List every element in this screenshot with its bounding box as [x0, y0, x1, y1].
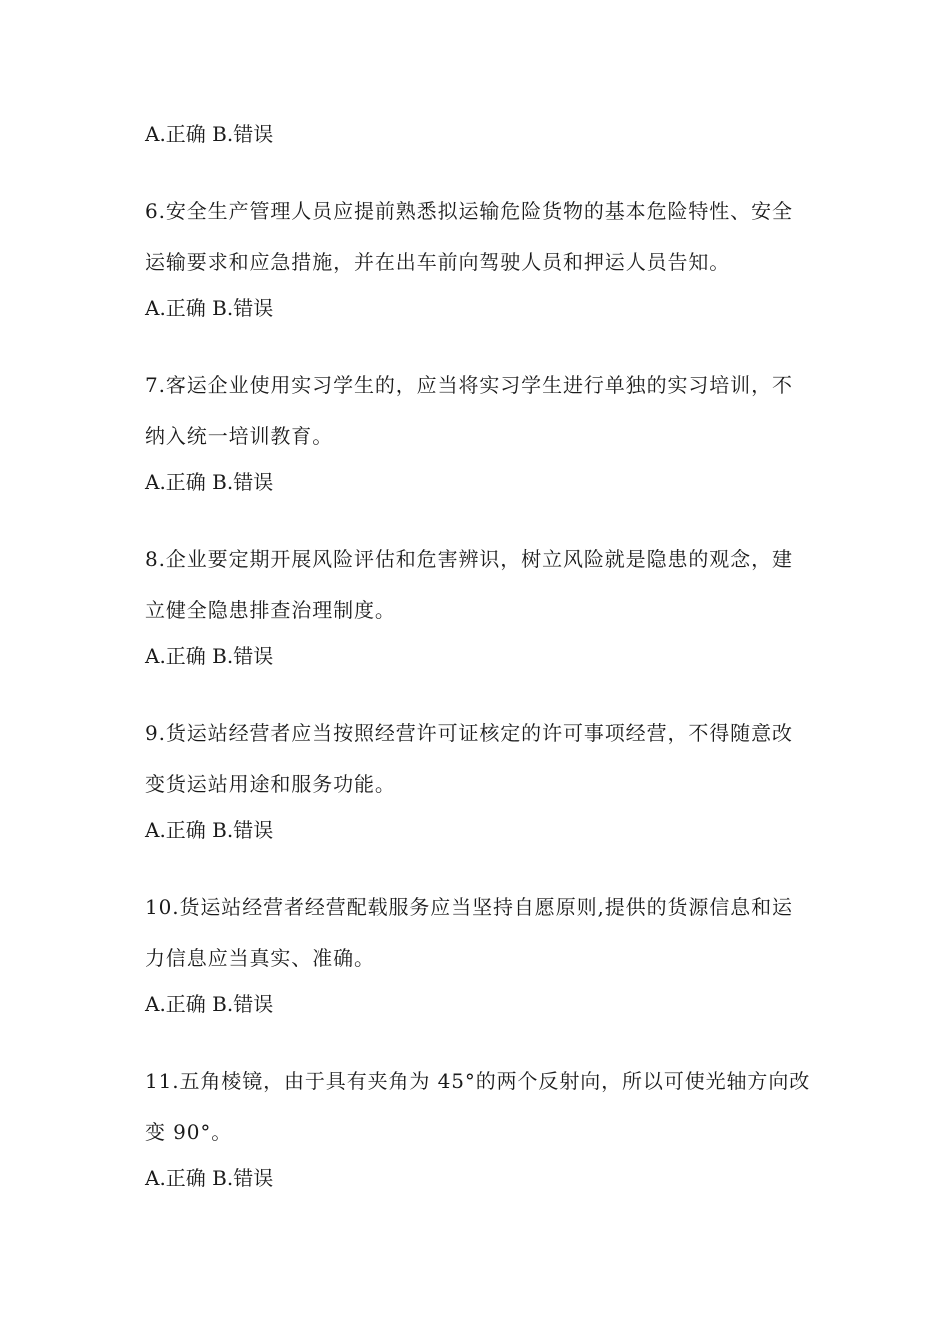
- question-10-options: A.正确 B.错误: [145, 992, 274, 1016]
- question-5-options: A.正确 B.错误: [145, 122, 274, 146]
- question-8-text-line-2: 立健全隐患排查治理制度。: [145, 598, 396, 622]
- question-7-text-line-1: 7.客运企业使用实习学生的，应当将实习学生进行单独的实习培训，不: [145, 373, 793, 397]
- question-6-text-line-2: 运输要求和应急措施，并在出车前向驾驶人员和押运人员告知。: [145, 250, 731, 274]
- question-9-text-line-2: 变货运站用途和服务功能。: [145, 772, 396, 796]
- question-7-text-line-2: 纳入统一培训教育。: [145, 424, 334, 448]
- question-8-text-line-1: 8.企业要定期开展风险评估和危害辨识，树立风险就是隐患的观念，建: [145, 547, 793, 571]
- question-6-text-line-1: 6.安全生产管理人员应提前熟悉拟运输危险货物的基本危险特性、安全: [145, 199, 793, 223]
- question-9-text-line-1: 9.货运站经营者应当按照经营许可证核定的许可事项经营，不得随意改: [145, 721, 793, 745]
- question-9-options: A.正确 B.错误: [145, 818, 274, 842]
- question-8-options: A.正确 B.错误: [145, 644, 274, 668]
- question-7-options: A.正确 B.错误: [145, 470, 274, 494]
- question-11-text-line-1: 11.五角棱镜，由于具有夹角为 45°的两个反射向，所以可使光轴方向改: [145, 1069, 811, 1093]
- question-6-options: A.正确 B.错误: [145, 296, 274, 320]
- question-10-text-line-1: 10.货运站经营者经营配载服务应当坚持自愿原则,提供的货源信息和运: [145, 895, 793, 919]
- question-11-options: A.正确 B.错误: [145, 1166, 274, 1190]
- question-11-text-line-2: 变 90°。: [145, 1120, 233, 1144]
- question-10-text-line-2: 力信息应当真实、准确。: [145, 946, 375, 970]
